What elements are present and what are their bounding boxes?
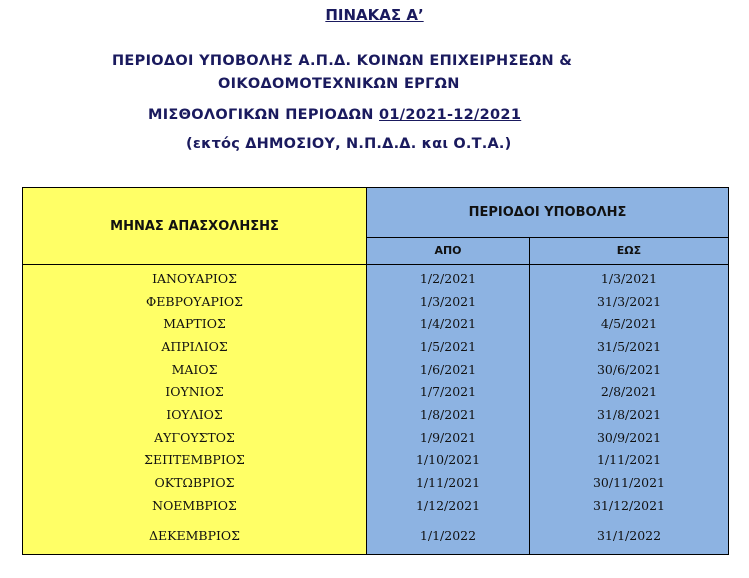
to-date-cell: 30/6/2021 bbox=[530, 358, 729, 381]
column-header-month: ΜΗΝΑΣ ΑΠΑΣΧΟΛΗΣΗΣ bbox=[23, 188, 367, 265]
month-cell: ΜΑΡΤΙΟΣ bbox=[23, 312, 367, 335]
from-date-cell: 1/10/2021 bbox=[367, 449, 530, 472]
month-cell: ΑΥΓΟΥΣΤΟΣ bbox=[23, 426, 367, 449]
from-date-cell: 1/6/2021 bbox=[367, 358, 530, 381]
table-row bbox=[23, 380, 729, 403]
heading-line-2: ΟΙΚΟΔΟΜΟΤΕΧΝΙΚΩΝ ΕΡΓΩΝ bbox=[218, 76, 460, 92]
from-date-cell: 1/1/2022 bbox=[367, 517, 530, 555]
from-date-cell: 1/12/2021 bbox=[367, 494, 530, 517]
table-body bbox=[23, 265, 729, 555]
month-cell: ΔΕΚΕΜΒΡΙΟΣ bbox=[23, 517, 367, 555]
to-date-cell: 31/3/2021 bbox=[530, 290, 729, 313]
to-date-cell: 1/3/2021 bbox=[530, 265, 729, 290]
month-cell: ΝΟΕΜΒΡΙΟΣ bbox=[23, 494, 367, 517]
from-date-cell: 1/11/2021 bbox=[367, 471, 530, 494]
to-date-cell: 31/5/2021 bbox=[530, 335, 729, 358]
to-date-cell: 31/1/2022 bbox=[530, 517, 729, 555]
table-row bbox=[23, 494, 729, 517]
to-date-cell: 1/11/2021 bbox=[530, 449, 729, 472]
from-date-cell: 1/2/2021 bbox=[367, 265, 530, 290]
month-cell: ΦΕΒΡΟΥΑΡΙΟΣ bbox=[23, 290, 367, 313]
table-row bbox=[23, 335, 729, 358]
to-date-cell: 30/9/2021 bbox=[530, 426, 729, 449]
table-row bbox=[23, 265, 729, 290]
heading-exclusions: (εκτός ΔΗΜΟΣΙΟΥ, Ν.Π.Δ.Δ. και Ο.Τ.Α.) bbox=[186, 136, 512, 152]
table-row bbox=[23, 517, 729, 555]
month-cell: ΜΑΙΟΣ bbox=[23, 358, 367, 381]
from-date-cell: 1/9/2021 bbox=[367, 426, 530, 449]
from-date-cell: 1/4/2021 bbox=[367, 312, 530, 335]
to-date-cell: 31/12/2021 bbox=[530, 494, 729, 517]
table-row bbox=[23, 426, 729, 449]
table-row bbox=[23, 471, 729, 494]
table-row bbox=[23, 312, 729, 335]
heading-line-3-prefix: ΜΙΣΘΟΛΟΓΙΚΩΝ ΠΕΡΙΟΔΩΝ bbox=[148, 107, 380, 123]
column-header-from: ΑΠΟ bbox=[367, 237, 530, 264]
from-date-cell: 1/8/2021 bbox=[367, 403, 530, 426]
to-date-cell: 4/5/2021 bbox=[530, 312, 729, 335]
month-cell: ΟΚΤΩΒΡΙΟΣ bbox=[23, 471, 367, 494]
month-cell: ΙΟΥΛΙΟΣ bbox=[23, 403, 367, 426]
to-date-cell: 2/8/2021 bbox=[530, 380, 729, 403]
from-date-cell: 1/7/2021 bbox=[367, 380, 530, 403]
from-date-cell: 1/3/2021 bbox=[367, 290, 530, 313]
to-date-cell: 30/11/2021 bbox=[530, 471, 729, 494]
column-header-to: ΕΩΣ bbox=[530, 237, 729, 264]
table-row bbox=[23, 358, 729, 381]
month-cell: ΣΕΠΤΕΜΒΡΙΟΣ bbox=[23, 449, 367, 472]
month-cell: ΑΠΡΙΛΙΟΣ bbox=[23, 335, 367, 358]
to-date-cell: 31/8/2021 bbox=[530, 403, 729, 426]
from-date-cell: 1/5/2021 bbox=[367, 335, 530, 358]
month-cell: ΙΟΥΝΙΟΣ bbox=[23, 380, 367, 403]
heading-period-range: 01/2021-12/2021 bbox=[379, 107, 522, 123]
heading-line-3 bbox=[148, 107, 521, 123]
submission-periods-table bbox=[22, 187, 729, 555]
table-row bbox=[23, 449, 729, 472]
table-row bbox=[23, 403, 729, 426]
month-cell: ΙΑΝΟΥΑΡΙΟΣ bbox=[23, 265, 367, 290]
table-row bbox=[23, 290, 729, 313]
column-header-period: ΠΕΡΙΟΔΟΙ ΥΠΟΒΟΛΗΣ bbox=[367, 188, 729, 238]
heading-line-1: ΠΕΡΙΟΔΟΙ ΥΠΟΒΟΛΗΣ Α.Π.Δ. ΚΟΙΝΩΝ ΕΠΙΧΕΙΡΗΣΕΩΝ & bbox=[112, 53, 573, 69]
table-title: ΠΙΝΑΚΑΣ Α’ bbox=[325, 6, 424, 24]
